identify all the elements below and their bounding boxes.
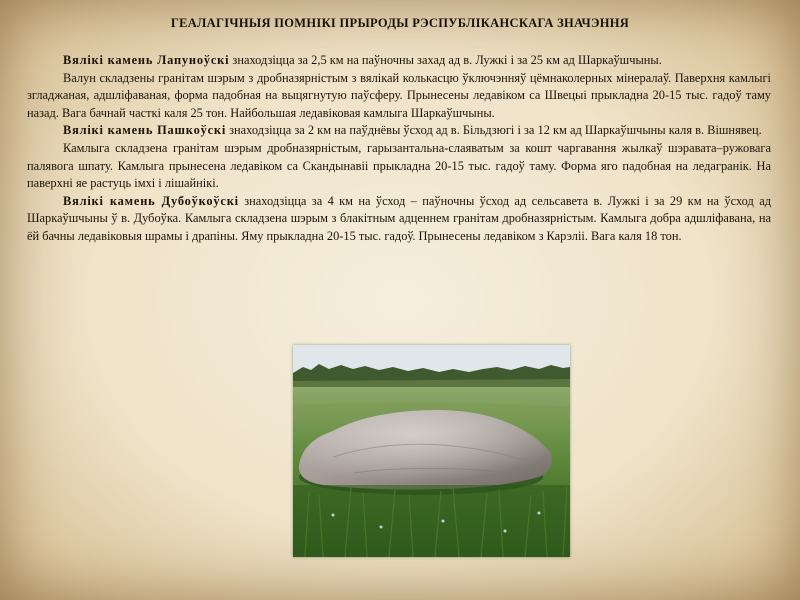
paragraph-text: знаходзіцца за 2 км на паўднёвы ўсход ад в. Більдзюгі і за 12 км ад Шаркаўшчыны каля в. Вішнявец. — [226, 123, 762, 138]
paragraph-text: знаходзіцца за 2,5 км на паўночны захад ад в. Лужкі і за 25 км ад Шаркаўшчыны. — [229, 53, 662, 67]
paragraph-text: Валун складзены гранітам шэрым з дробназярністым з вялікай колькасцю ўключэнняў цёмнаколерных мінералаў. Паверхня камлыгі згладжаная, адшліфаваная, форма падобная на выцягнутую паўсферу. Прынесены ледавіком са Швецыі прыкладна 20-15 тыс. гадоў таму назад. Вага бачнай часткі каля 25 тон. Найбольшая ледавіковая камлыга Шаркаўшчыны. — [27, 70, 771, 120]
paragraph-text: Камлыга складзена гранітам шэрым дробназярністым, гарызантальна-слаяватым за кошт чаргавання жылкаў шэравата–ружовага палявога шпату. Камлыга прынесена ледавіком са Скандынавіі прыкладна 20-15 тыс. гадоў таму. Форма яго падобная на ледагранік. На паверхні яе растуць імхі і лішайнікі. — [27, 140, 771, 191]
paragraph-lapunovski-description — [27, 70, 771, 123]
paragraph-dubovkovski — [27, 193, 771, 246]
boulder-photo — [293, 345, 570, 557]
boulder-name: Вялікі камень Лапуноўскі — [63, 53, 230, 67]
page-title: ГЕАЛАГІЧНЫЯ ПОМНІКІ ПРЫРОДЫ РЭСПУБЛІКАНСКАГА ЗНАЧЭННЯ — [170, 16, 630, 30]
paragraph-pashkovski-description — [27, 140, 771, 193]
text-body — [27, 52, 771, 246]
boulder-name: Вялікі камень Дубоўкоўскі — [63, 193, 239, 208]
paragraph-pashkovski — [27, 122, 771, 140]
paragraph-lapunovski — [27, 52, 771, 70]
boulder-name: Вялікі камень Пашкоўскі — [63, 123, 227, 138]
paragraph-text: знаходзіцца за 4 км на ўсход – паўночны ўсход ад сельсавета в. Лужкі і за 29 км на ўсход ад Шаркаўшчыны ў в. Дубоўка. Камлыга складзена шэрым з блакітным адценнем гранітам дробназярністым. Камлыга добра адшліфавана, на ёй бачны ледавіковыя шрамы і драпіны. Яму прыкладна 20-15 тыс. гадоў. Прынесены ледавіком з Карэліі. Вага каля 18 тон. — [27, 193, 771, 243]
